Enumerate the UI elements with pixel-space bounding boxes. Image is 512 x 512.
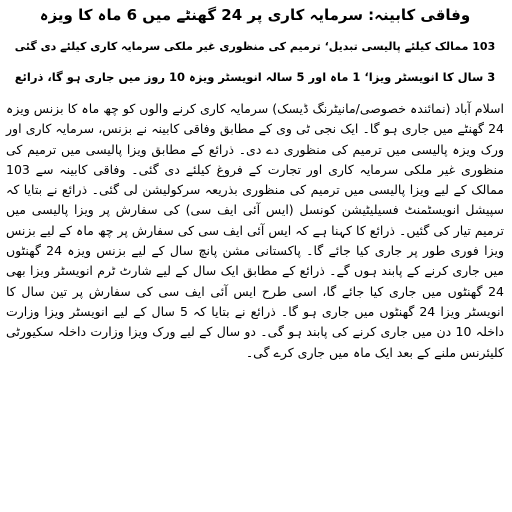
headline-sub-1: 103 ممالک کیلئے پالیسی تبدیل‘ ترمیم کی منظوری غیر ملکی سرمایہ کاری کیلئے دی گئی: [14, 40, 496, 53]
article-paragraph: اسلام آباد (نمائندہ خصوصی/مانیٹرنگ ڈیسک) سرمایہ کاری کرنے والوں کو چھ ماہ کا بزنس ویزہ 24 گھنٹے میں جاری ہو گا۔ ایک نجی ٹی وی کے مطابق وفاقی کابینہ نے بزنس، سرمایہ کاری اور ورک ویزہ پالیسی میں ترمیم کی منظوری دے دی۔ ذرائع کے مطابق ویزا پالیسی میں ترمیم کی منظوری غیر ملکی سرمایہ کاری اور تجارت کے فروغ کیلئے دی گئی۔ وفاقی کابینہ سے 103 ممالک کے لیے ویزا پالیسی میں ترمیم کی منظوری بذریعہ سرکولیشن لی گئی۔ ذرائع نے بتایا کہ سپیشل انویسٹمنٹ فسیلیٹیشن کونسل (ایس آئی ایف سی) کی سفارش پر ویزا پالیسی میں ترمیم تیار کی گئیں۔ ذرائع کا کہنا ہے کہ ایس آئی ایف سی کی سفارش پر چھ ماہ کے لیے بزنس ویزا فوری طور پر جاری کیا جائے گا۔ پاکستانی مشن پانچ سال کے لیے بزنس ویزہ 24 گھنٹوں میں جاری کرنے کے پابند ہوں گے۔ ذرائع کے مطابق ایک سال کے لیے شارٹ ٹرم انویسٹر ویزا بھی 24 گھنٹوں میں جاری کیا جائے گا، اسی طرح ایس آئی ایف سی کی سفارش پر تین سال کا انویسٹر ویزا 24 گھنٹوں میں جاری ہو گا۔ ذرائع نے بتایا کہ 5 سال کے لیے انویسٹر ویزا وزارت داخلہ 10 دن میں جاری کرنے کی پابند ہو گی۔ دو سال کے لیے ورک ویزا وزارت داخلہ سکیورٹی کلیئرنس ملنے کے بعد ایک ماہ میں جاری کرے گی۔: [6, 101, 505, 360]
headline-block: [6, 6, 504, 87]
headline-sub-2: 3 سال کا انویسٹر ویزا‘ 1 ماہ اور 5 سالہ انویسٹر ویزہ 10 روز میں جاری ہو گا، ذرائع: [14, 70, 496, 84]
headline-main: وفاقی کابینہ: سرمایہ کاری پر 24 گھنٹے میں 6 ماہ کا ویزہ: [39, 6, 471, 24]
article-body: [6, 99, 504, 363]
